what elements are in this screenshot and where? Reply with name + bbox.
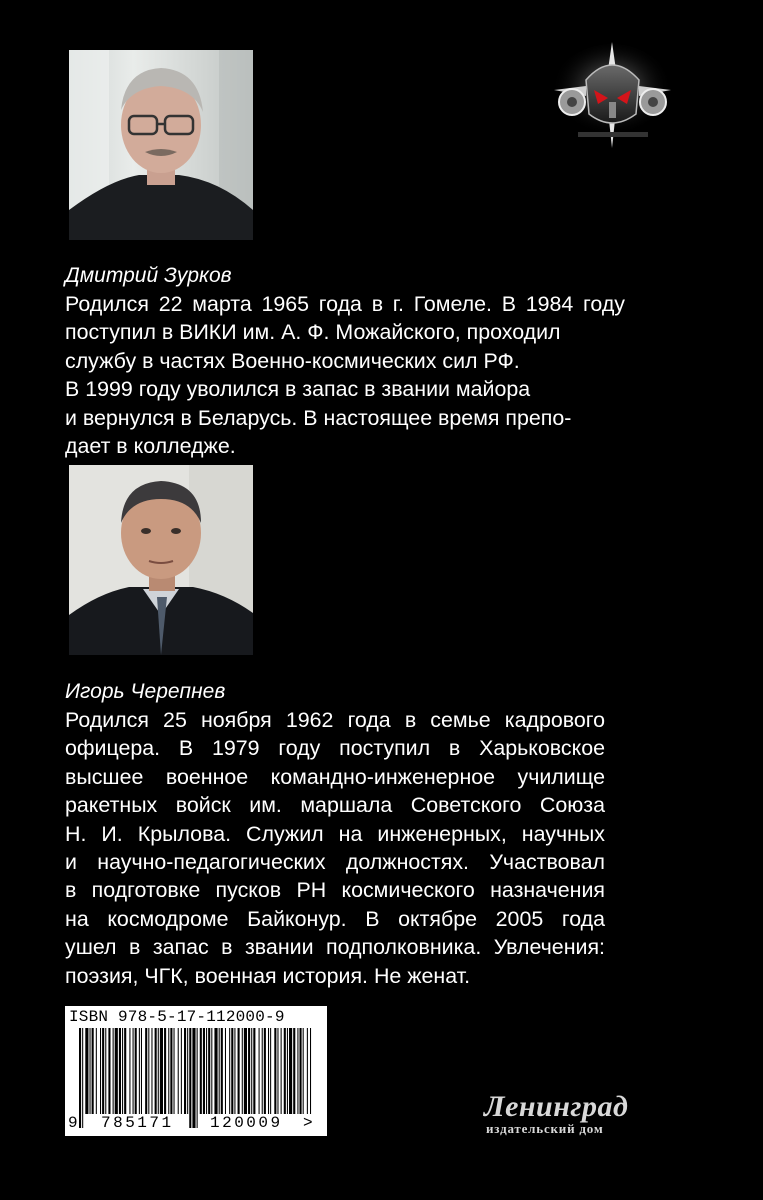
publisher-subtitle: издательский дом <box>486 1121 604 1136</box>
bio-line: Родился 25 ноября 1962 года в семье кадрового <box>65 708 605 732</box>
barcode-end-mark: > <box>303 1114 313 1132</box>
bio-line: офицера. В 1979 году поступил в Харьковское <box>65 736 605 761</box>
author-photo-cherepnev <box>69 465 253 655</box>
author-bio <box>65 706 605 990</box>
publisher-name: Ленинград <box>484 1090 629 1123</box>
author-name: Дмитрий Зурков <box>65 264 232 287</box>
bio-line: высшее военное командно-инженерное училище <box>65 764 605 789</box>
bio-line: Н. И. Крылова. Служил на инженерных, научных <box>65 821 605 846</box>
bio-line: Родился 22 марта 1965 года в г. Гомеле. В 1984 году <box>65 292 625 316</box>
isbn-label: ISBN 978-5-17-112000-9 <box>69 1008 285 1026</box>
barcode-digit-group-right: 120009 <box>210 1114 283 1132</box>
bio-line: поступил в ВИКИ им. А. Ф. Можайского, проходил <box>65 320 561 345</box>
barcode-first-digit: 9 <box>68 1114 78 1132</box>
bio-line: в подготовке пусков РН космического назначения <box>65 878 605 903</box>
bio-line: дает в колледже. <box>65 434 236 459</box>
isbn-barcode <box>65 1006 327 1136</box>
bio-line: поэзия, ЧГК, военная история. Не женат. <box>65 963 471 988</box>
bio-line: ушел в запас в звании подполковника. Увлечения: <box>65 935 605 960</box>
bio-line: ракетных войск им. маршала Советского Союза <box>65 793 605 818</box>
series-emblem-icon <box>550 40 675 150</box>
bio-line: на космодроме Байконур. В октябре 2005 года <box>65 906 605 931</box>
author-bio <box>65 290 625 460</box>
author-photo-zurkov <box>69 50 253 240</box>
barcode-digit-group-left: 785171 <box>101 1114 174 1132</box>
bio-line: В 1999 году уволился в запас в звании майора <box>65 377 531 402</box>
bio-line: и научно-педагогических должностях. Участвовал <box>65 850 605 875</box>
author-name: Игорь Черепнев <box>65 680 226 703</box>
bio-line: и вернулся в Беларусь. В настоящее время препо- <box>65 405 572 430</box>
publisher-logo <box>484 1090 674 1140</box>
bio-line: службу в частях Военно-космических сил РФ. <box>65 348 520 373</box>
